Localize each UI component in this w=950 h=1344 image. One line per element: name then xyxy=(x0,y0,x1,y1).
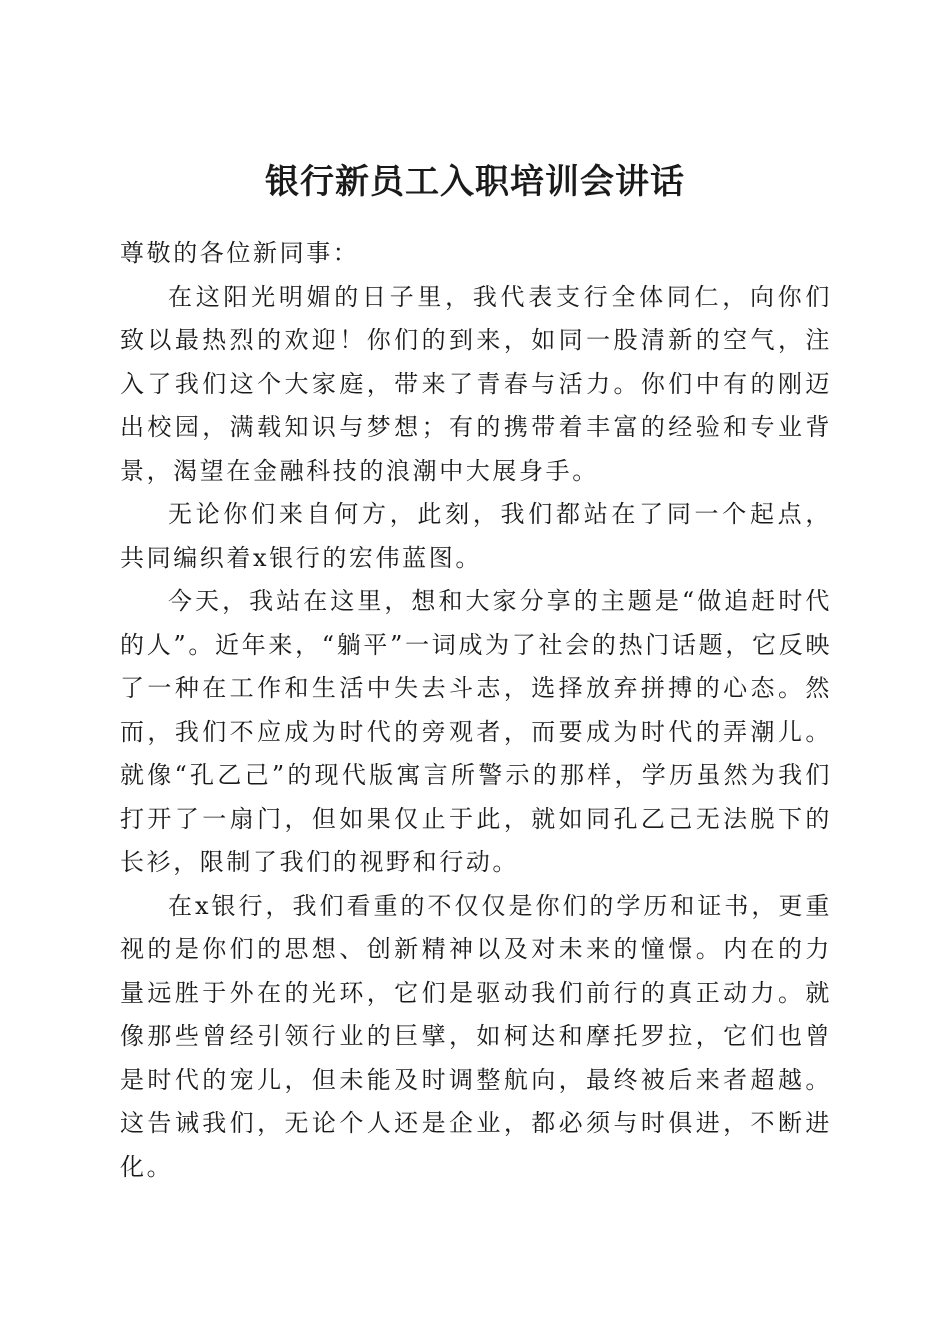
paragraph-starting-point: 无论你们来自何方，此刻，我们都站在了同一个起点，共同编织着x银行的宏伟蓝图。 xyxy=(120,500,832,572)
document-title: 银行新员工入职培训会讲话 xyxy=(265,161,685,202)
paragraph-theme: 今天，我站在这里，想和大家分享的主题是“做追赶时代的人”。近年来，“躺平”一词成为了社会的热门话题，它反映了一种在工作和生活中失去斗志，选择放弃拼搏的心态。然而，我们不应成为时代的旁观者，而要成为时代的弄潮儿。就像“孔乙己”的现代版寓言所警示的那样，学历虽然为我们打开了一扇门，但如果仅止于此，就如同孔乙己无法脱下的长衫，限制了我们的视野和行动。 xyxy=(120,587,832,876)
document-body xyxy=(120,232,832,1189)
salutation: 尊敬的各位新同事： xyxy=(120,239,360,267)
paragraph-values: 在x银行，我们看重的不仅仅是你们的学历和证书，更重视的是你们的思想、创新精神以及对未来的憧憬。内在的力量远胜于外在的光环，它们是驱动我们前行的真正动力。就像那些曾经引领行业的巨擘，如柯达和摩托罗拉，它们也曾是时代的宠儿，但未能及时调整航向，最终被后来者超越。这告诫我们，无论个人还是企业，都必须与时俱进，不断进化。 xyxy=(120,891,832,1181)
paragraph-welcome: 在这阳光明媚的日子里，我代表支行全体同仁，向你们致以最热烈的欢迎！你们的到来，如同一股清新的空气，注入了我们这个大家庭，带来了青春与活力。你们中有的刚迈出校园，满载知识与梦想；有的携带着丰富的经验和专业背景，渴望在金融科技的浪潮中大展身手。 xyxy=(120,282,832,485)
